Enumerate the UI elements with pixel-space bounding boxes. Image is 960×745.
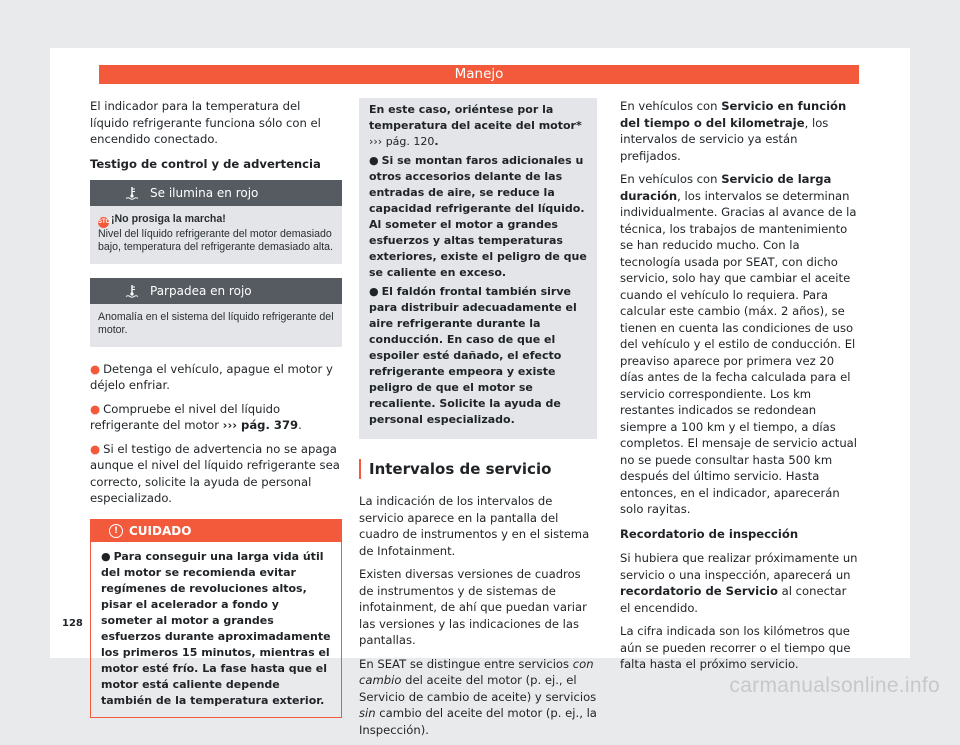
bullet-icon: ●: [90, 401, 101, 416]
intro-paragraph: El indicador para la temperatura del líquido refrigerante funciona sólo con el encendido conectado.: [90, 99, 321, 146]
caution-text: ● Para conseguir una larga vida útil del motor se recomienda evitar regímenes de revoluciones altos, pisar el acelerador a fondo y someter al motor a grandes esfuerzos durante aproximadamente los primeros 15 minutos, mientras el motor esté frío. La fase hasta que el motor está caliente depende también de la temperatura exterior.: [101, 549, 331, 707]
paragraph: En vehículos con Servicio de larga duración, los intervalos se determinan individualmente. Gracias al avance de la técnica, los trabajos de mantenimiento se han reducido mucho. Con la tecnología usada por SEAT, con dicho servicio, solo hay que cambiar el aceite cuando el vehículo lo requiera. Para calcular este cambio (máx. 2 años), se tienen en cuenta las condiciones de uso del vehículo y el estilo de conducción. El preaviso aparece por primera vez 20 días antes de la fecha calculada para el servicio correspondiente. Los km restantes indicados se redondean siempre a 100 km y el tiempo, a días completos. El mensaje de servicio actual no se puede consultar hasta 500 km después del último servicio. Hasta entonces, en el indicador, aparecerán solo rayitas.: [620, 172, 857, 516]
coolant-temperature-icon: [125, 186, 139, 200]
paragraph: En vehículos con Servicio en función del tiempo o del kilometraje, los intervalos de servicio ya están prefijados.: [620, 99, 847, 163]
paragraph: Existen diversas versiones de cuadros de instrumentos y de sistemas de infotainment, de ahí que puedan variar las versiones y las indicaciones de las pantallas.: [359, 567, 587, 647]
bullet-icon: ●: [101, 549, 111, 563]
paragraph: En SEAT se distingue entre servicios con cambio del aceite del motor (p. ej., el Servicio de cambio de aceite) y servicios sin cambio del aceite del motor (p. ej., la Inspección).: [359, 656, 597, 737]
bullet-item: ● Si se montan faros adicionales u otros accesorios delante de las entradas de aire, se reduce la capacidad refrigerante del líquido. Al someter el motor a grandes esfuerzos y altas temperaturas exteriores, existe el peligro de que se caliente en exceso.: [369, 154, 587, 279]
paragraph: Si hubiera que realizar próximamente un servicio o una inspección, aparecerá un recordatorio de Servicio al conectar el encendido.: [620, 551, 858, 615]
section-title: Intervalos de servicio: [359, 459, 597, 479]
bullet-icon: ●: [369, 285, 379, 298]
indicator-box-flash: [90, 278, 342, 347]
column-1: [90, 98, 342, 718]
indicator-box-title: Se ilumina en rojo: [150, 186, 259, 200]
page-reference-link[interactable]: ››› pág. 120: [369, 135, 435, 148]
page-reference-link[interactable]: ››› pág. 379: [222, 418, 299, 433]
column-2: [359, 98, 597, 745]
indicator-box-header: [90, 278, 342, 304]
indicator-box-title: Parpadea en rojo: [150, 283, 252, 298]
stop-icon: STOP: [98, 217, 109, 228]
warning-light-heading: Testigo de control y de advertencia: [90, 156, 321, 171]
inspection-reminder-heading: Recordatorio de inspección: [620, 526, 799, 541]
indicator-box-text: Anomalía en el sistema del líquido refrigerante del motor.: [98, 310, 334, 337]
indicator-box-header: [90, 180, 342, 206]
coolant-temperature-icon: [125, 284, 139, 298]
note-box: [359, 98, 597, 439]
bullet-item: ● Si el testigo de advertencia no se apaga aunque el nivel del líquido refrigerante sea correcto, solicite la ayuda de personal especializado.: [90, 441, 340, 506]
bullet-icon: ●: [369, 154, 379, 167]
do-not-drive-text: ¡No prosiga la marcha!: [111, 213, 226, 225]
bullet-icon: ●: [90, 361, 101, 376]
caution-icon: !: [109, 524, 123, 538]
indicator-box-description: Nivel del líquido refrigerante del motor demasiado bajo, temperatura del refrigerante demasiado alta.: [98, 228, 333, 254]
bullet-item: ● Compruebe el nivel del líquido refrigerante del motor ››› pág. 379.: [90, 401, 302, 433]
column-3: [620, 98, 858, 680]
note-lead: En este caso, oriéntese por la temperatura del aceite del motor* ››› pág. 120.: [369, 103, 582, 148]
paragraph: La indicación de los intervalos de servicio aparece en la pantalla del cuadro de instrumentos y en el sistema de Infotainment.: [359, 494, 590, 558]
watermark: carmanualsonline.info: [729, 674, 940, 697]
caution-box: [90, 519, 342, 718]
indicator-box-lit: [90, 180, 342, 264]
caution-title: CUIDADO: [129, 523, 192, 538]
paragraph: La cifra indicada son los kilómetros que aún se pueden recorrer o el tiempo que falta hasta el próximo servicio.: [620, 624, 851, 671]
indicator-box-text: [90, 206, 342, 264]
bullet-icon: ●: [90, 441, 101, 456]
section-header: Manejo: [99, 65, 859, 84]
bullet-item: ● El faldón frontal también sirve para distribuir adecuadamente el aire refrigerante durante la conducción. En caso de que el espoiler esté dañado, el efecto refrigerante empeora y existe peligro de que el motor se recaliente. Solicite la ayuda de personal especializado.: [369, 285, 577, 426]
page-number: 128: [62, 618, 83, 629]
bullet-item: ● Detenga el vehículo, apague el motor y déjelo enfriar.: [90, 361, 333, 393]
caution-header: [91, 520, 341, 542]
